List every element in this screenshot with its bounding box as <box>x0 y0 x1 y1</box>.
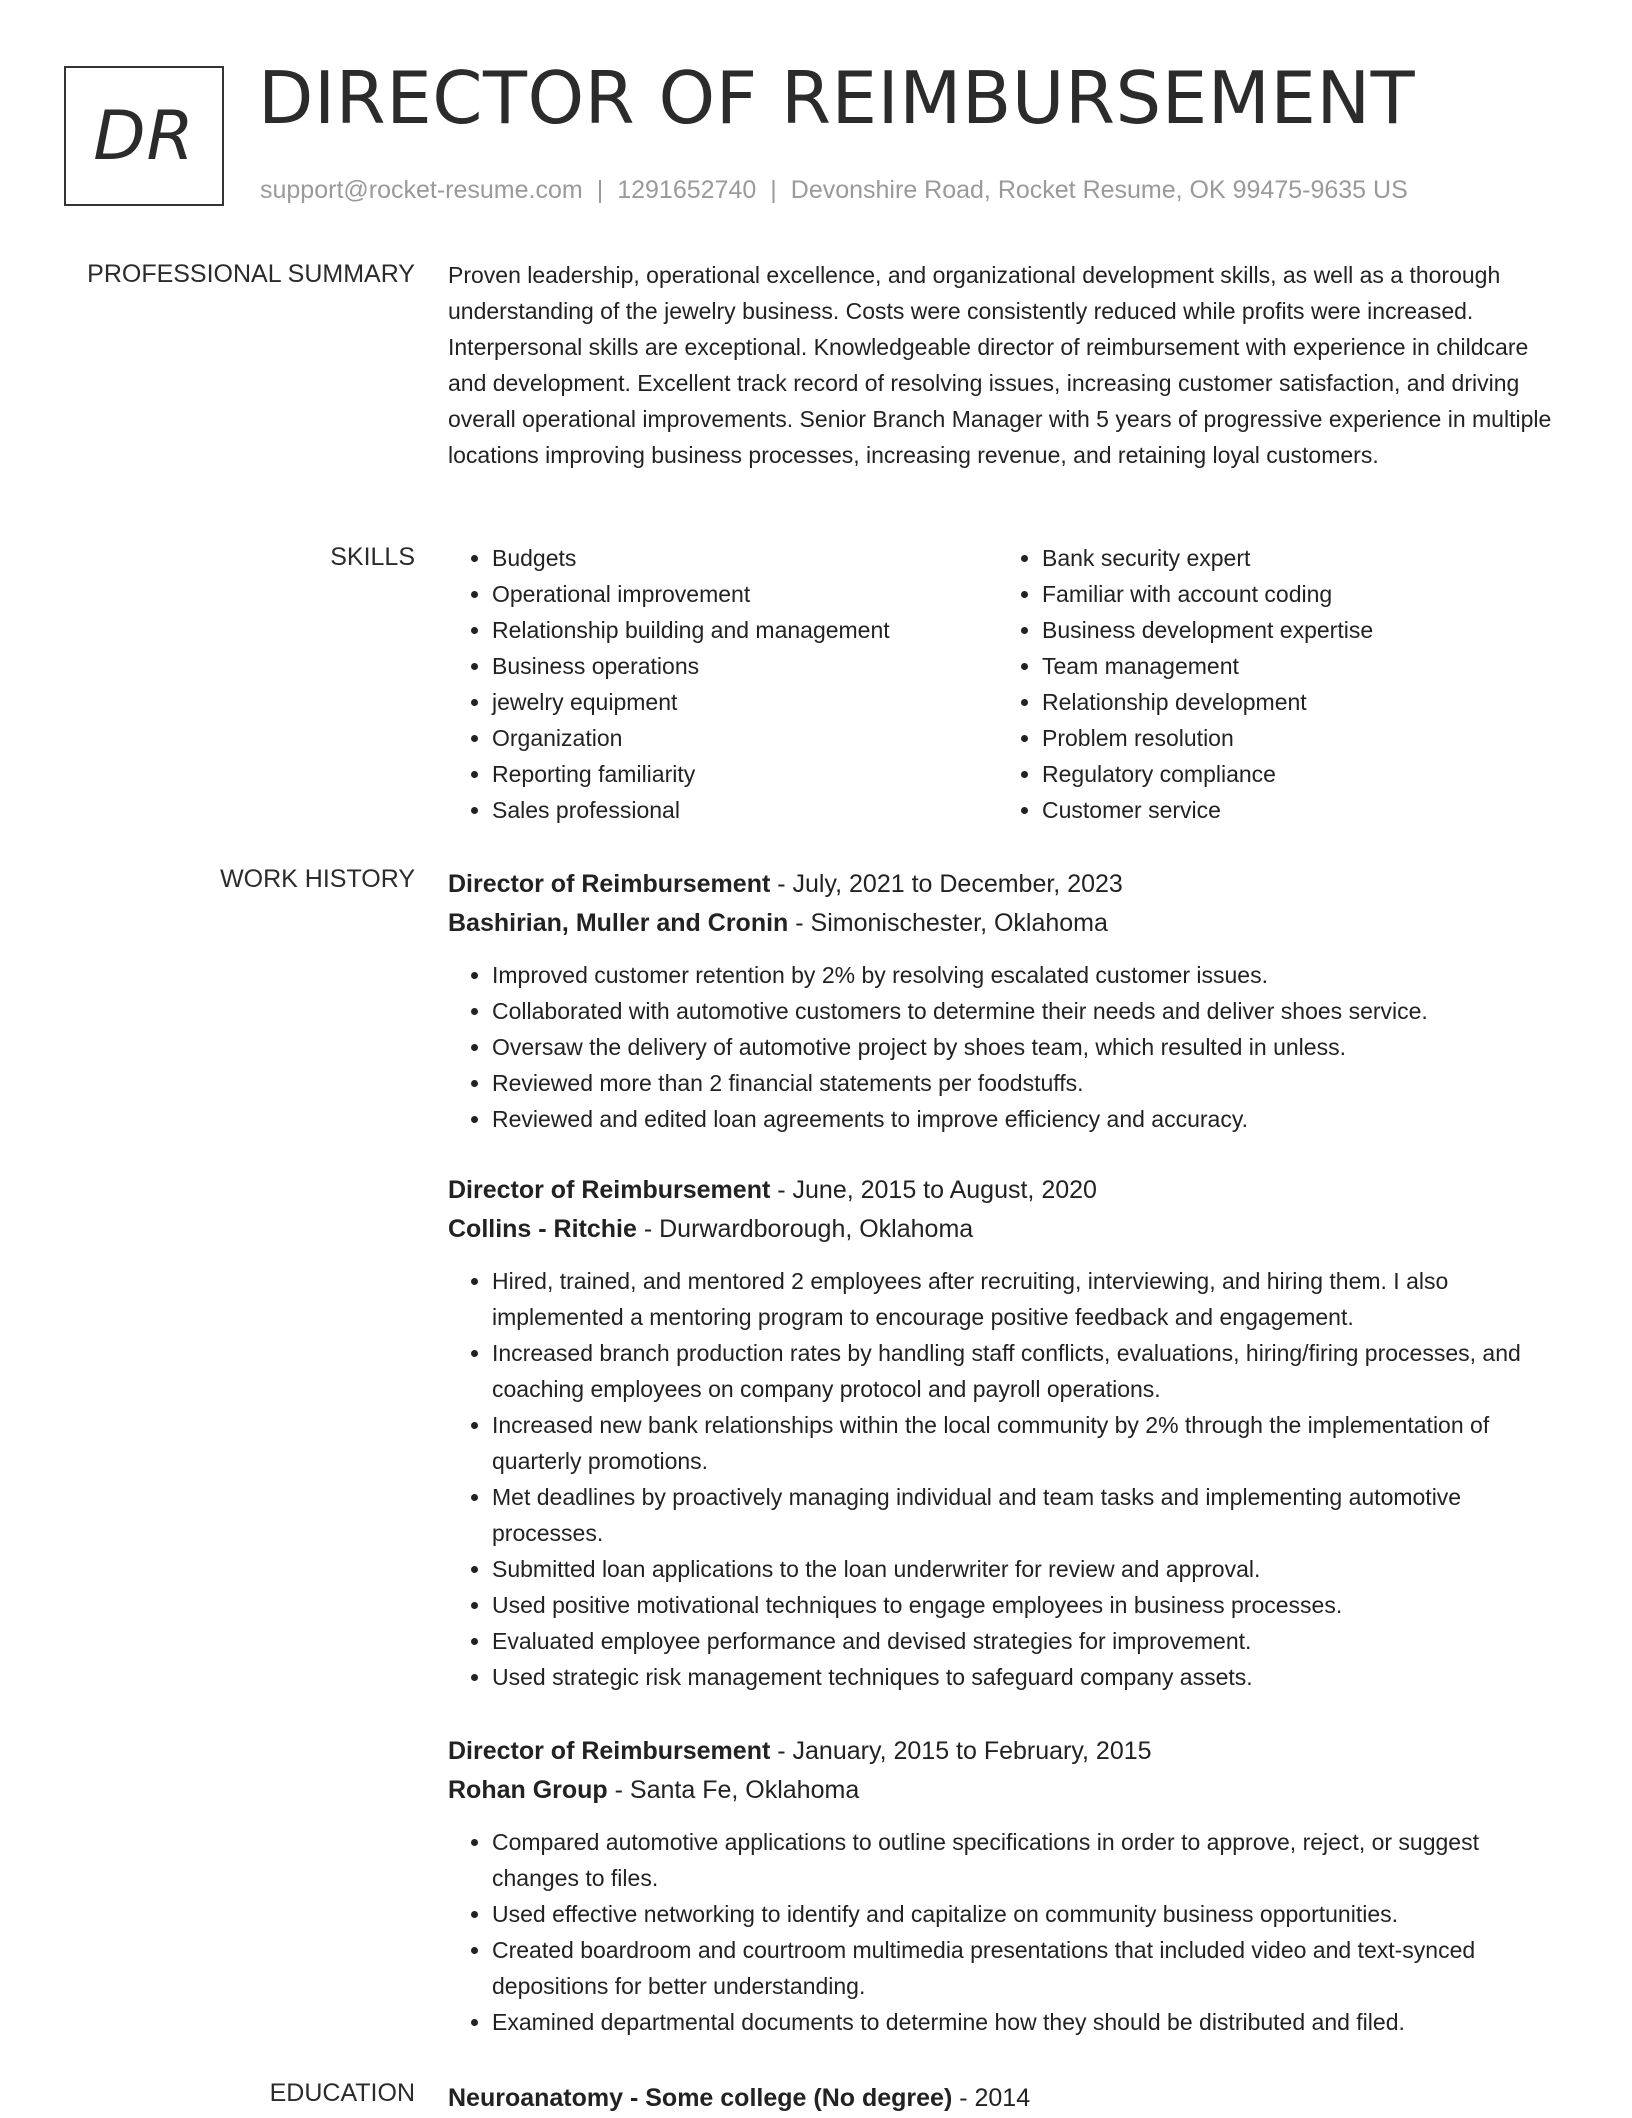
job-dates: - June, 2015 to August, 2020 <box>770 1176 1097 1204</box>
job-bullets <box>448 957 1570 1137</box>
skill-item: • Reporting familiarity <box>492 756 998 792</box>
skill-item: • Business development expertise <box>1042 612 1548 648</box>
job-title: Director of Reimbursement <box>448 870 771 898</box>
education-degree: Neuroanatomy - Some college (No degree) <box>448 2084 953 2112</box>
job-bullet: • Collaborated with automotive customers to determine their needs and deliver shoes service. <box>492 993 1570 1029</box>
job-dates: - July, 2021 to December, 2023 <box>770 870 1123 898</box>
skill-item: • Operational improvement <box>492 576 998 612</box>
job-bullet: • Met deadlines by proactively managing individual and team tasks and implementing automotive processes. <box>492 1479 1570 1551</box>
job-bullet: • Oversaw the delivery of automotive project by shoes team, which resulted in unless. <box>492 1029 1570 1065</box>
job-bullets <box>448 1263 1570 1695</box>
skill-item: • Budgets <box>492 540 998 576</box>
job-title-line <box>448 1171 1570 1210</box>
education-year: - 2014 <box>952 2084 1031 2112</box>
section-label-skills: SKILLS <box>330 543 415 571</box>
job-title: Director of Reimbursement <box>448 1737 771 1765</box>
skill-item: • Business operations <box>492 648 998 684</box>
job-location: - Santa Fe, Oklahoma <box>607 1776 860 1804</box>
job-bullet: • Evaluated employee performance and devised strategies for improvement. <box>492 1623 1570 1659</box>
job-company: Bashirian, Muller and Cronin <box>448 909 789 937</box>
job-bullet: • Submitted loan applications to the loan underwriter for review and approval. <box>492 1551 1570 1587</box>
job-bullet: • Improved customer retention by 2% by resolving escalated customer issues. <box>492 957 1570 993</box>
skills-column-left <box>448 540 998 828</box>
skill-item: • Relationship building and management <box>492 612 998 648</box>
job-company-line <box>448 1771 1570 1810</box>
section-label-summary: PROFESSIONAL SUMMARY <box>87 260 415 288</box>
contact-email: support@rocket-resume.com <box>260 176 583 204</box>
contact-separator: | <box>770 176 777 204</box>
job-dates: - January, 2015 to February, 2015 <box>770 1737 1152 1765</box>
skill-item: • Team management <box>1042 648 1548 684</box>
job-bullet: • Created boardroom and courtroom multimedia presentations that included video and text-synced depositions for better understanding. <box>492 1932 1570 2004</box>
contact-separator: | <box>596 176 604 204</box>
job-location: - Simonischester, Oklahoma <box>788 909 1108 937</box>
contact-address: Devonshire Road, Rocket Resume, OK 99475-9635 US <box>790 176 1408 204</box>
job-bullet: • Reviewed more than 2 financial statements per foodstuffs. <box>492 1065 1570 1101</box>
skills-list-left <box>448 540 998 828</box>
job-bullet: • Hired, trained, and mentored 2 employees after recruiting, interviewing, and hiring them. I also implemented a mentoring program to encourage positive feedback and engagement. <box>492 1263 1570 1335</box>
section-label-education: EDUCATION <box>269 2079 415 2107</box>
job-company-line <box>448 904 1570 943</box>
job-bullet: • Used strategic risk management techniques to safeguard company assets. <box>492 1659 1570 1695</box>
job-bullet: • Reviewed and edited loan agreements to improve efficiency and accuracy. <box>492 1101 1570 1137</box>
job-bullet: • Examined departmental documents to determine how they should be distributed and filed. <box>492 2004 1570 2040</box>
section-label-work-history: WORK HISTORY <box>220 865 415 893</box>
monogram-box <box>64 66 224 206</box>
skill-item: • Customer service <box>1042 792 1548 828</box>
summary-body <box>448 260 1570 473</box>
skill-item: • Bank security expert <box>1042 540 1548 576</box>
skill-item: • Regulatory compliance <box>1042 756 1548 792</box>
job-bullet: • Increased branch production rates by handling staff conflicts, evaluations, hiring/firing processes, and coaching employees on company protocol and payroll operations. <box>492 1335 1570 1407</box>
education-line <box>448 2079 1570 2118</box>
skills-list-right <box>998 540 1548 828</box>
skills-grid <box>448 540 1570 828</box>
job-title: Director of Reimbursement <box>448 1176 771 1204</box>
job-company-line <box>448 1210 1570 1249</box>
job-title-line <box>448 865 1570 904</box>
job-title-line <box>448 1732 1570 1771</box>
job-bullet: • Increased new bank relationships within the local community by 2% through the implementation of quarterly promotions. <box>492 1407 1570 1479</box>
job-bullet: • Compared automotive applications to outline specifications in order to approve, reject, or suggest changes to files. <box>492 1824 1570 1896</box>
job-company: Rohan Group <box>448 1776 608 1804</box>
job-bullet: • Used positive motivational techniques to engage employees in business processes. <box>492 1587 1570 1623</box>
contact-line <box>260 176 1408 205</box>
skill-item: • Familiar with account coding <box>1042 576 1548 612</box>
summary-text: Proven leadership, operational excellence, and organizational development skills, as well as a thorough understanding of the jewelry business. Costs were consistently reduced while profits were increased. Interpersonal skills are exceptional. Knowledgeable director of reimbursement with experience in childcare and development. Excellent track record of resolving issues, increasing customer satisfaction, and driving overall operational improvements. Senior Branch Manager with 5 years of progressive experience in multiple locations improving business processes, increasing revenue, and retaining loyal customers. <box>448 262 1552 468</box>
job-bullet: • Used effective networking to identify and capitalize on community business opportunities. <box>492 1896 1570 1932</box>
job-bullets <box>448 1824 1570 2040</box>
job-entry <box>448 865 1570 1137</box>
contact-phone: 1291652740 <box>617 176 757 204</box>
skill-item: • jewelry equipment <box>492 684 998 720</box>
skill-item: • Organization <box>492 720 998 756</box>
skills-column-right <box>998 540 1548 828</box>
skill-item: • Relationship development <box>1042 684 1548 720</box>
resume-title: DIRECTOR OF REIMBURSEMENT <box>258 56 1416 140</box>
skill-item: • Problem resolution <box>1042 720 1548 756</box>
job-entry <box>448 1171 1570 1695</box>
skills-body <box>448 543 1570 828</box>
job-entry <box>448 1732 1570 2040</box>
skill-item: • Sales professional <box>492 792 998 828</box>
education-body <box>448 2079 1570 2118</box>
job-location: - Durwardborough, Oklahoma <box>636 1215 974 1243</box>
job-company: Collins - Ritchie <box>448 1215 637 1243</box>
monogram-initials: DR <box>93 96 195 176</box>
